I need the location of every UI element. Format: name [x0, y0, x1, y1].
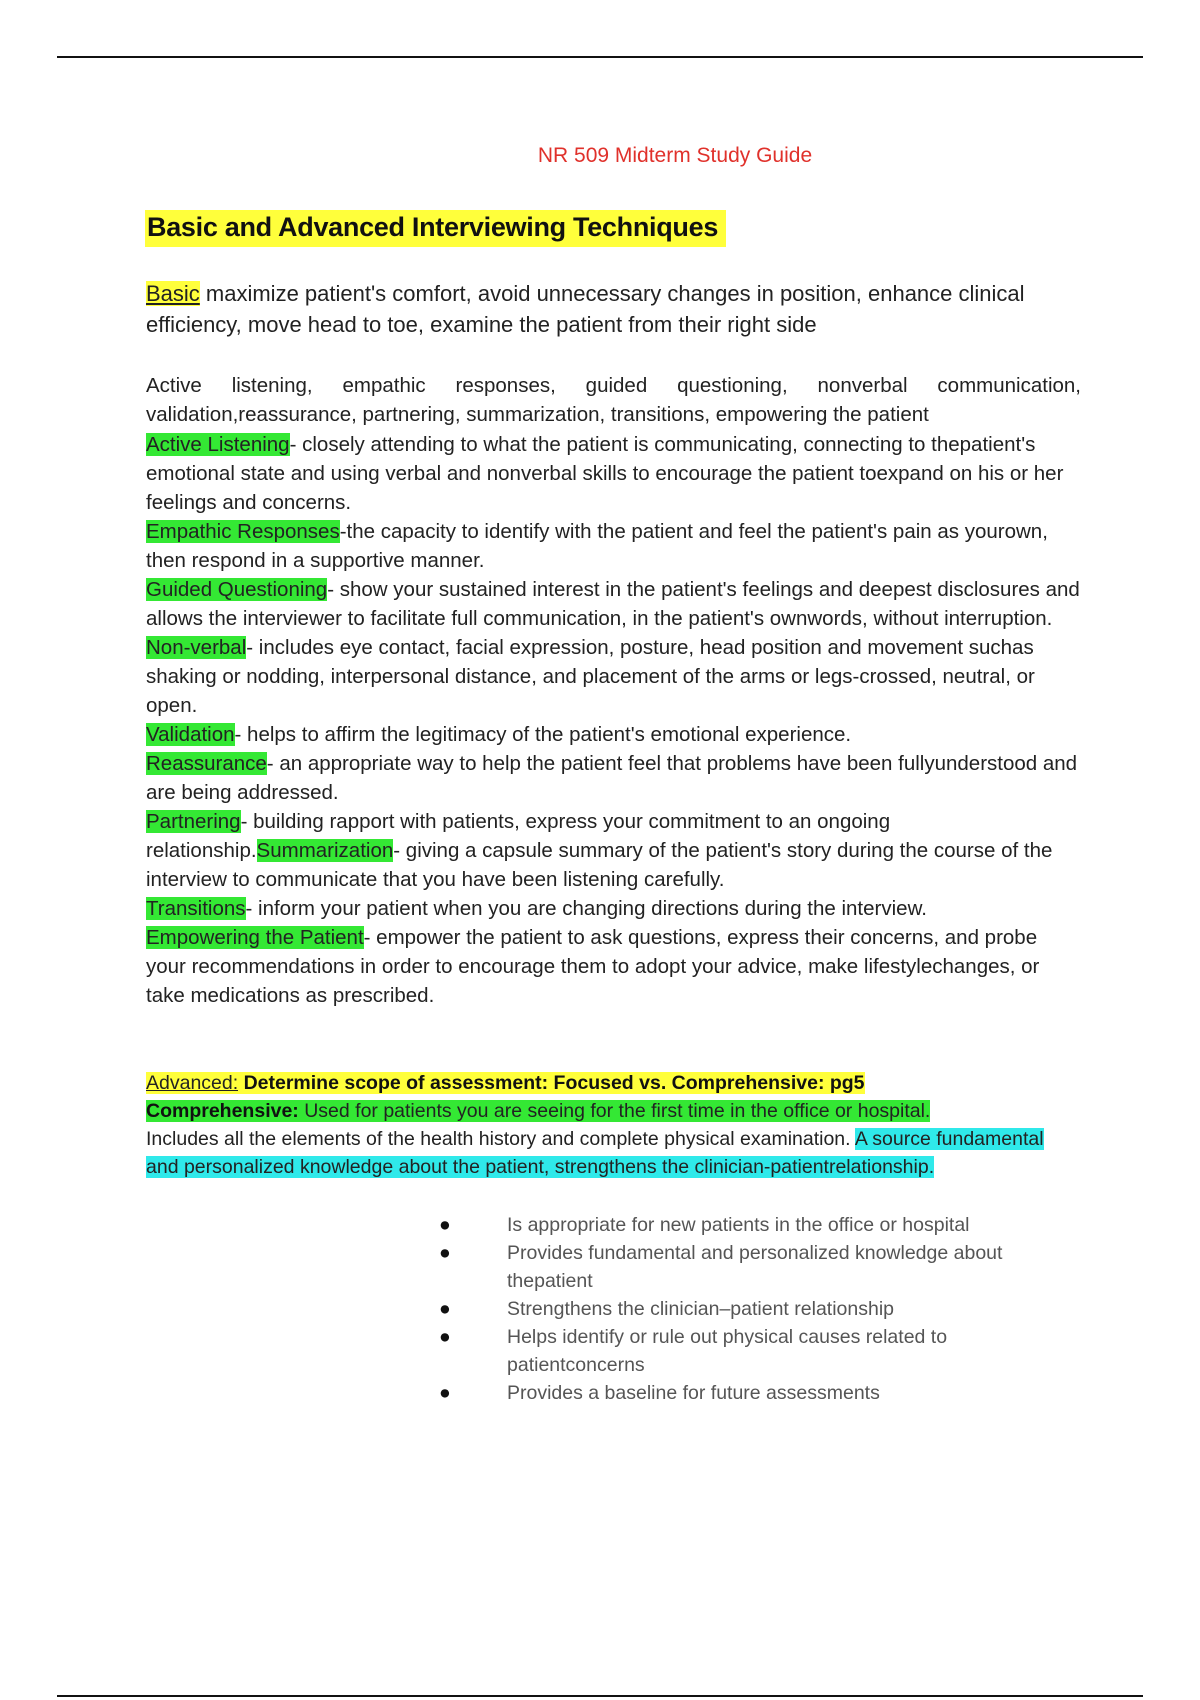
comprehensive-text: Used for patients you are seeing for the first time in the office or hospital. — [298, 1100, 931, 1122]
term-definition: - giving a capsule summary of the patient's story during the course of the interview to communicate that you have been listening carefully. — [146, 839, 1053, 891]
list-item — [439, 1239, 1059, 1295]
term-empathic-responses — [146, 517, 1081, 575]
term-guided-questioning — [146, 575, 1081, 633]
top-rule — [57, 56, 1143, 58]
bottom-rule — [57, 1695, 1143, 1697]
term-transitions — [146, 894, 1081, 923]
term-non-verbal — [146, 633, 1081, 720]
term-label: Transitions — [146, 897, 246, 920]
bullet-dot-icon: ● — [439, 1242, 451, 1264]
comprehensive-details — [146, 1125, 1081, 1181]
term-label: Summarization — [256, 839, 394, 862]
techniques-list: Active listening, empathic responses, guided questioning, nonverbal communication, validation,reassurance, partnering, summarization, transitions, empowering the patient — [146, 374, 1081, 426]
term-definition: - show your sustained interest in the patient's feelings and deepest disclosures and allows the interviewer to facilitate full communication, in the patient's ownwords, without interruption. — [146, 578, 1080, 630]
term-active-listening — [146, 430, 1081, 517]
list-item — [439, 1211, 1059, 1239]
term-definition: - helps to affirm the legitimacy of the patient's emotional experience. — [234, 723, 852, 746]
bullet-text: Strengthens the clinician–patient relationship — [507, 1298, 895, 1320]
term-label: Empathic Responses — [146, 520, 340, 543]
bullet-dot-icon: ● — [439, 1326, 451, 1348]
bullet-text: Helps identify or rule out physical causes related to patientconcerns — [507, 1326, 948, 1376]
bullet-dot-icon: ● — [439, 1214, 451, 1236]
bullet-text: Provides fundamental and personalized knowledge about thepatient — [507, 1242, 1003, 1292]
section-heading: Basic and Advanced Interviewing Techniques — [145, 210, 726, 247]
term-definition: -the capacity to identify with the patient and feel the patient's pain as yourown, then respond in a supportive manner. — [146, 520, 1048, 572]
advanced-label: Advanced: — [146, 1072, 239, 1094]
term-definition: - closely attending to what the patient is communicating, connecting to thepatient's emotional state and using verbal and nonverbal skills to encourage the patient toexpand on his or her feelings and concerns. — [146, 433, 1064, 514]
document-title: NR 509 Midterm Study Guide — [537, 144, 813, 167]
list-item — [439, 1295, 1059, 1323]
term-definition: - an appropriate way to help the patient feel that problems have been fullyunderstood and are being addressed. — [146, 752, 1078, 804]
term-definition: - building rapport with patients, express your commitment to an ongoing relationship. — [146, 810, 891, 862]
basic-text: maximize patient's comfort, avoid unnecessary changes in position, enhance clinical efficiency, move head to toe, examine the patient from their right side — [146, 281, 1025, 337]
comprehensive-label: Comprehensive: — [146, 1100, 299, 1122]
bullet-dot-icon: ● — [439, 1298, 451, 1320]
term-label: Active Listening — [146, 433, 290, 456]
bullet-text: Is appropriate for new patients in the office or hospital — [507, 1214, 970, 1236]
basic-label: Basic — [146, 281, 200, 306]
term-validation — [146, 720, 1081, 749]
term-label: Empowering the Patient — [146, 926, 364, 949]
term-label: Reassurance — [146, 752, 267, 775]
term-label: Non-verbal — [146, 636, 247, 659]
term-label: Guided Questioning — [146, 578, 328, 601]
advanced-section — [146, 1069, 1081, 1181]
term-reassurance — [146, 749, 1081, 807]
term-definition: - includes eye contact, facial expression, posture, head position and movement suchas shaking or nodding, interpersonal distance, and placement of the arms or legs-crossed, neutral, or open. — [146, 636, 1035, 717]
terms-block — [146, 430, 1081, 1010]
advanced-scope-line — [146, 1069, 1081, 1097]
source-text: A source fundamental and personalized knowledge about the patient, strengthens the clinician-patientrelationship. — [146, 1128, 1044, 1178]
bullet-dot-icon: ● — [439, 1382, 451, 1404]
comprehensive-bullet-list — [439, 1211, 1059, 1407]
includes-text: Includes all the elements of the health history and complete physical examination. — [146, 1128, 855, 1150]
term-label: Validation — [146, 723, 235, 746]
term-partnering-summarization — [146, 807, 1081, 894]
term-label: Partnering — [146, 810, 241, 833]
list-item — [439, 1379, 1059, 1407]
list-item — [439, 1323, 1059, 1379]
basic-paragraph — [146, 278, 1081, 340]
advanced-scope: Determine scope of assessment: Focused vs. Comprehensive: pg5 — [238, 1072, 865, 1094]
bullet-text: Provides a baseline for future assessments — [507, 1382, 880, 1404]
term-definition: - empower the patient to ask questions, express their concerns, and probe your recommendations in order to encourage them to adopt your advice, make lifestylechanges, or take medications as prescribed. — [146, 926, 1040, 1007]
comprehensive-line — [146, 1097, 1081, 1125]
term-empowering-the-patient — [146, 923, 1081, 1010]
term-definition: - inform your patient when you are changing directions during the interview. — [245, 897, 927, 920]
